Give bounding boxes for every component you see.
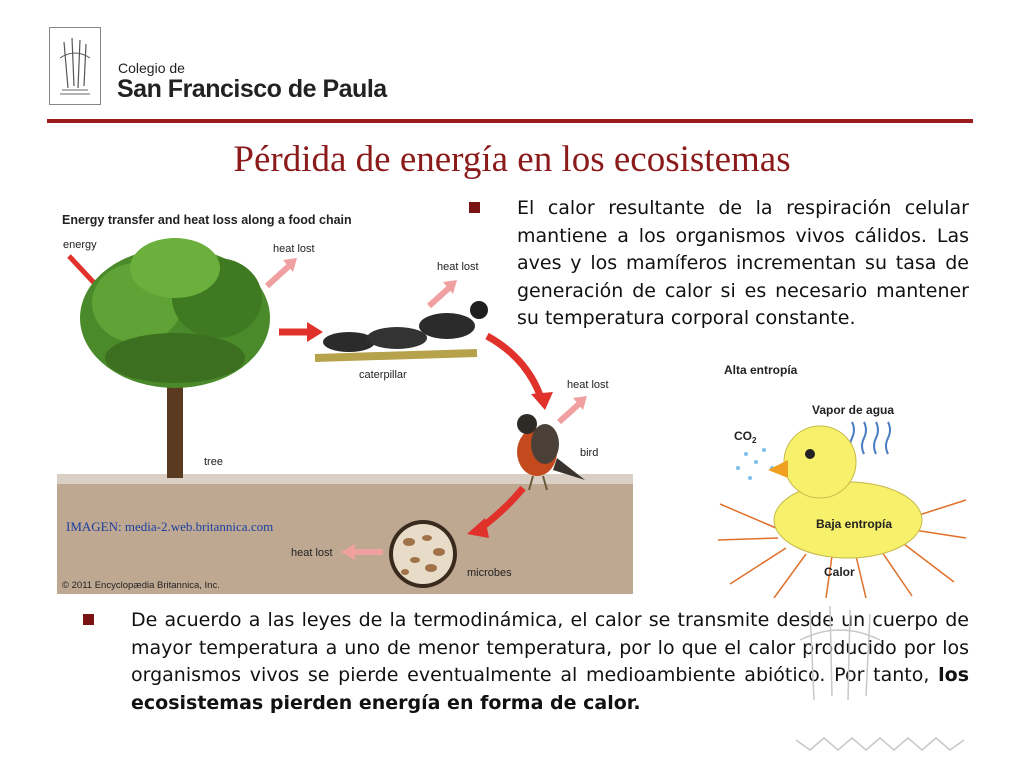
school-crest-icon — [50, 28, 100, 104]
tree-label: tree — [204, 456, 223, 468]
water-vapor-label: Vapor de agua — [812, 403, 895, 417]
bird-label: bird — [580, 447, 599, 459]
microbes-label: microbes — [467, 567, 512, 579]
entropy-duck-figure — [716, 358, 968, 598]
copyright-text: © 2011 Encyclopædia Britannica, Inc. — [62, 580, 220, 591]
figure-title: Energy transfer and heat loss along a food chain — [62, 213, 352, 227]
heat-lost-label-2: heat lost — [437, 261, 479, 273]
heat-lost-label-1: heat lost — [273, 243, 315, 255]
microbes-icon — [389, 520, 457, 588]
bullet-marker-2 — [83, 614, 94, 625]
low-entropy-label: Baja entropía — [816, 517, 893, 531]
high-entropy-label: Alta entropía — [724, 363, 798, 377]
caterpillar-label: caterpillar — [359, 369, 407, 381]
brand-name: San Francisco de Paula — [117, 75, 387, 103]
co2-label: $CO_2$ — [734, 429, 757, 445]
soil-layer — [57, 480, 633, 594]
bullet-marker-1 — [469, 202, 480, 213]
heat-lost-label-4: heat lost — [291, 547, 333, 559]
paragraph-respiration-heat: El calor resultante de la respiración celular mantiene a los organismos vivos cálidos. Las aves y los mamíferos incrementan su tasa de generación de calor si es necesario mantener su temperatura corporal constante. — [517, 197, 969, 329]
duck-icon — [768, 426, 922, 558]
image-credit: IMAGEN: media-2.web.britannica.com — [66, 519, 274, 534]
paragraph-conclusion-bold: los ecosistemas pierden energía en forma de calor. — [131, 664, 969, 714]
slide-title: Pérdida de energía en los ecosistemas — [233, 139, 791, 180]
heat-label: Calor — [824, 565, 855, 579]
heat-lost-label-3: heat lost — [567, 379, 609, 391]
watermark-signature-icon — [790, 600, 980, 760]
brand-subtitle: Colegio de — [118, 60, 185, 76]
paragraph-thermodynamics-text: De acuerdo a las leyes de la termodinámica, el calor se transmite desde un cuerpo de mayor temperatura a uno de menor temperatura, por lo que el calor producido por los organismos vivos se pierde eventualmente al medioambiente abiótico. Por tanto, — [131, 609, 969, 686]
school-logo — [49, 27, 101, 105]
header-divider — [47, 119, 973, 123]
energy-label: energy — [63, 239, 97, 251]
